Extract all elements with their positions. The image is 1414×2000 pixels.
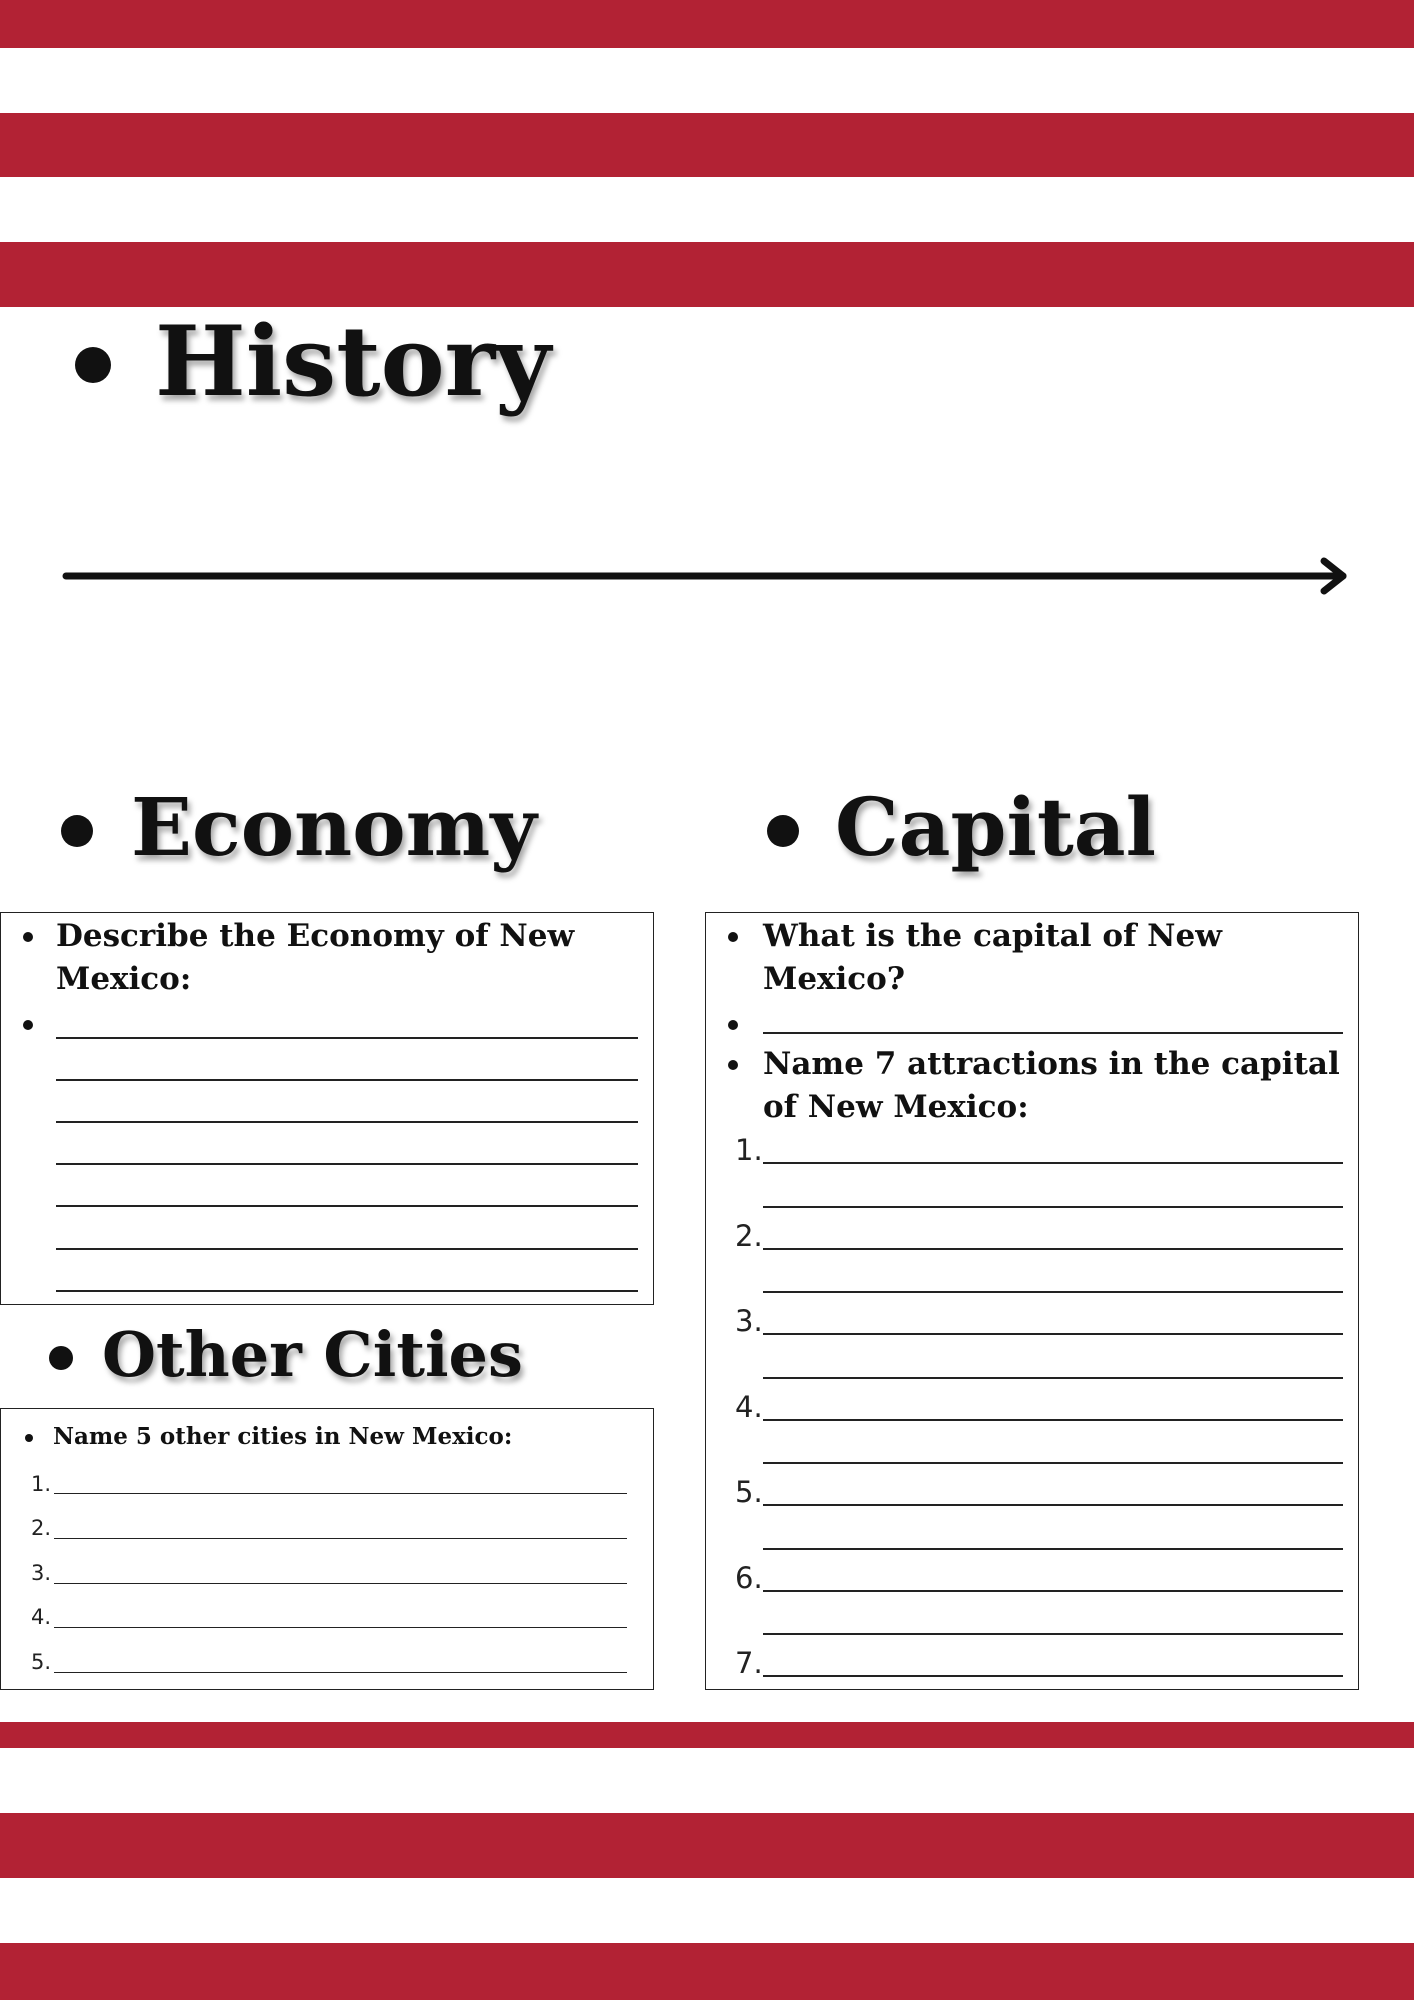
economy-answer-box — [0, 912, 654, 1305]
other-cities-number: 2. — [31, 1516, 52, 1540]
capital-attraction-line[interactable] — [763, 1206, 1343, 1208]
bottom-stripe-3 — [0, 1943, 1414, 2000]
other-cities-answer-line[interactable] — [54, 1627, 627, 1628]
capital-answer-box — [705, 912, 1359, 1690]
other-cities-answer-line[interactable] — [54, 1493, 627, 1494]
capital-question-bullet — [728, 932, 738, 942]
economy-question-bullet — [23, 932, 33, 942]
other-cities-question-bullet — [25, 1434, 33, 1442]
other-cities-answer-line[interactable] — [54, 1538, 627, 1539]
other-cities-number: 1. — [31, 1472, 52, 1496]
bottom-stripe-2 — [0, 1813, 1414, 1878]
other-cities-number: 4. — [31, 1605, 52, 1629]
capital-answer-line[interactable] — [763, 1032, 1343, 1034]
other-cities-number: 3. — [31, 1561, 52, 1585]
capital-attraction-line[interactable] — [763, 1333, 1343, 1335]
capital-attraction-line[interactable] — [763, 1633, 1343, 1635]
capital-attraction-line[interactable] — [763, 1291, 1343, 1293]
capital-attraction-line[interactable] — [763, 1419, 1343, 1421]
other-cities-answer-box — [0, 1408, 654, 1690]
top-stripe-3 — [0, 242, 1414, 307]
economy-answer-line[interactable] — [56, 1205, 638, 1207]
capital-attraction-line[interactable] — [763, 1162, 1343, 1164]
economy-answer-line[interactable] — [56, 1121, 638, 1123]
top-stripe-2 — [0, 113, 1414, 177]
capital-question-2: Name 7 attractions in the capital of New Mexico: — [763, 1046, 1340, 1125]
economy-bullet — [61, 815, 93, 847]
economy-answer-bullet — [23, 1020, 33, 1030]
capital-attraction-number: 7. — [735, 1646, 763, 1680]
economy-answer-line[interactable] — [56, 1248, 638, 1250]
economy-question: Describe the Economy of New Mexico: — [56, 918, 575, 997]
other-cities-number: 5. — [31, 1650, 52, 1674]
capital-attraction-line[interactable] — [763, 1675, 1343, 1677]
other-cities-heading: Other Cities — [102, 1318, 523, 1391]
capital-attraction-number: 2. — [735, 1219, 763, 1253]
capital-attraction-line[interactable] — [763, 1504, 1343, 1506]
capital-question-1: What is the capital of New Mexico? — [763, 918, 1222, 997]
top-stripe-1 — [0, 0, 1414, 48]
other-cities-bullet — [49, 1346, 73, 1370]
capital-heading: Capital — [835, 780, 1157, 874]
bottom-stripe-1 — [0, 1722, 1414, 1748]
economy-answer-line[interactable] — [56, 1037, 638, 1039]
capital-attraction-number: 6. — [735, 1561, 763, 1595]
capital-answer-bullet — [728, 1020, 738, 1030]
economy-answer-line[interactable] — [56, 1163, 638, 1165]
capital-attraction-line[interactable] — [763, 1248, 1343, 1250]
economy-answer-line[interactable] — [56, 1290, 638, 1292]
capital-attraction-number: 4. — [735, 1390, 763, 1424]
history-heading: History — [155, 305, 551, 418]
other-cities-answer-line[interactable] — [54, 1672, 627, 1673]
capital-question-bullet — [728, 1060, 738, 1070]
capital-attraction-line[interactable] — [763, 1590, 1343, 1592]
capital-attraction-number: 1. — [735, 1133, 763, 1167]
capital-bullet — [767, 815, 799, 847]
history-bullet — [75, 347, 111, 383]
other-cities-answer-line[interactable] — [54, 1583, 627, 1584]
capital-attraction-number: 3. — [735, 1304, 763, 1338]
capital-attraction-number: 5. — [735, 1475, 763, 1509]
capital-attraction-line[interactable] — [763, 1548, 1343, 1550]
economy-heading: Economy — [131, 780, 537, 874]
capital-attraction-line[interactable] — [763, 1462, 1343, 1464]
arrow-right-icon — [60, 556, 1360, 596]
other-cities-question: Name 5 other cities in New Mexico: — [53, 1423, 513, 1450]
economy-answer-line[interactable] — [56, 1079, 638, 1081]
capital-attraction-line[interactable] — [763, 1377, 1343, 1379]
